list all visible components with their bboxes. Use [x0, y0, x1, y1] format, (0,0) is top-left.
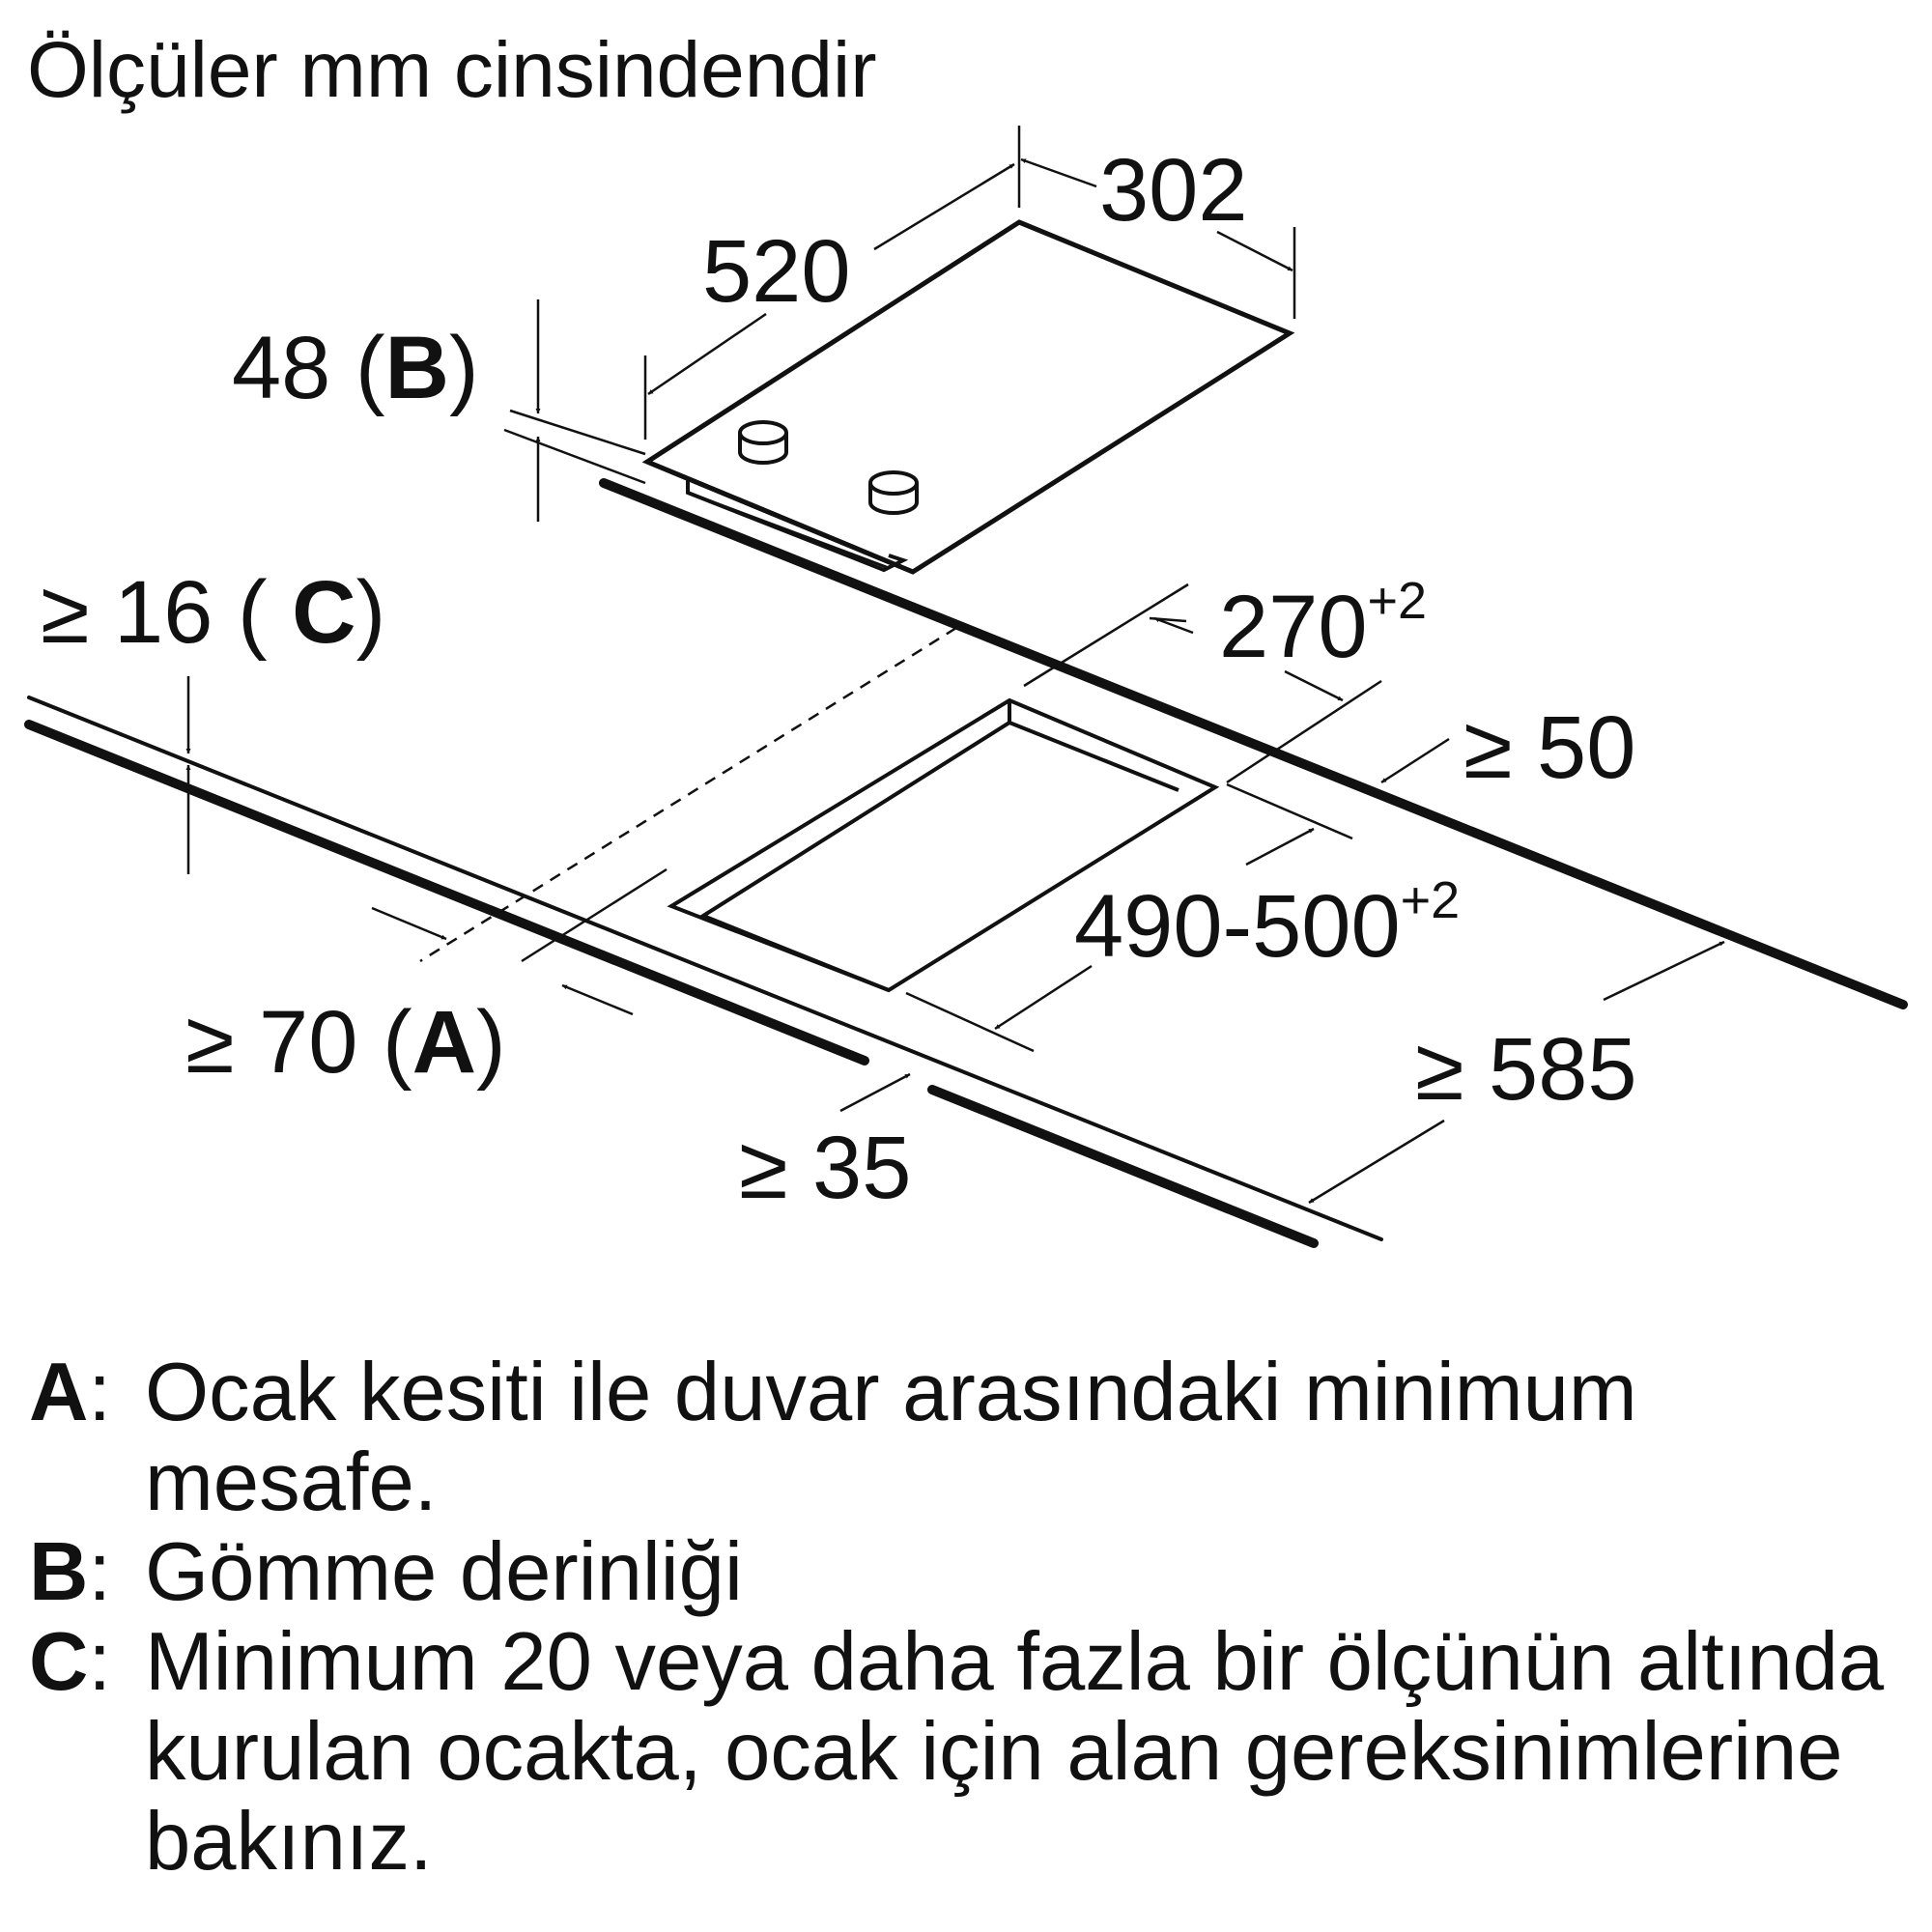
legend-item-a — [29, 1348, 1913, 1527]
dim-front-edge-label: ≥ 35 — [739, 1119, 912, 1217]
dim-depth-label: 48 (B) — [232, 319, 479, 417]
legend-text-a: Ocak kesiti ile duvar arasındaki minimum mesafe. — [145, 1347, 1637, 1528]
dim-a-label: ≥ 70 (A) — [185, 993, 506, 1092]
dim-width-label: 302 — [1099, 141, 1248, 240]
legend-letter-b: B — [29, 1526, 89, 1618]
legend-letter-c: C — [29, 1616, 89, 1708]
dim-cutout-length-label: $490-500^{+2}$ — [1074, 871, 1461, 976]
legend-text-b: Gömme derinliği — [145, 1526, 743, 1618]
legend-text-c: Minimum 20 veya daha fazla bir ölçünün altında kurulan ocakta, ocak için alan gereksinimlerine bakınız. — [145, 1616, 1885, 1888]
legend — [29, 1348, 1913, 1887]
dim-worktop-depth-label: ≥ 585 — [1415, 1020, 1637, 1119]
diagram-title: Ölçüler mm cinsindendir — [27, 26, 877, 114]
dim-c-label: ≥ 16 ( C) — [41, 563, 386, 662]
dim-rear-clearance-label: ≥ 50 — [1463, 698, 1636, 797]
legend-sep-c: : — [88, 1616, 112, 1708]
legend-sep-a: : — [88, 1347, 112, 1438]
legend-item-b — [29, 1527, 1913, 1617]
legend-sep-b: : — [88, 1526, 112, 1618]
legend-item-c — [29, 1617, 1913, 1887]
dim-length-label: 520 — [702, 222, 851, 321]
worktop-front-edge-b — [932, 1090, 1314, 1243]
dim-cutout-width-label: $270^{+2}$ — [1219, 572, 1428, 676]
legend-letter-a: A — [29, 1347, 89, 1438]
